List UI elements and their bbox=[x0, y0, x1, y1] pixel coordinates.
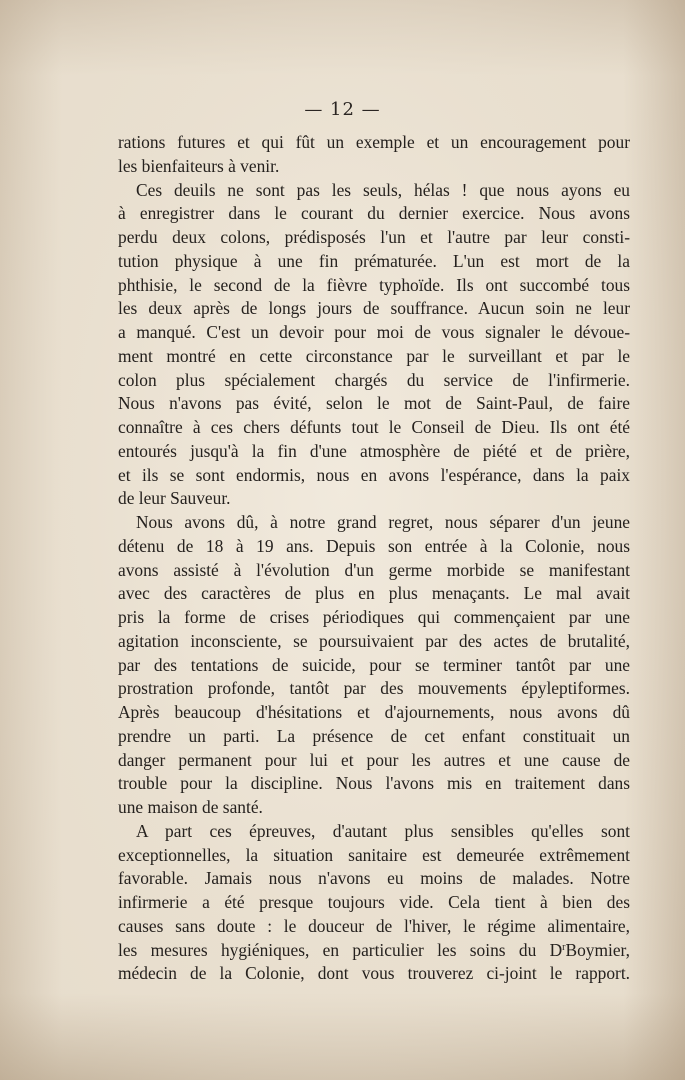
text-line: de leur Sauveur. bbox=[118, 488, 231, 509]
text-line: médecin de la Colonie, dont vous trouverez ci-joint le rapport. bbox=[118, 963, 630, 984]
text-line: entourés jusqu'à la fin d'une atmosphère de piété et de prière, bbox=[118, 440, 630, 461]
text-line: exceptionnelles, la situation sanitaire est demeurée extrêmement bbox=[118, 844, 630, 865]
text-line: perdu deux colons, prédisposés l'un et l'autre par leur consti- bbox=[118, 227, 630, 247]
text-line: à enregistrer dans le courant du dernier exercice. Nous avons bbox=[118, 203, 630, 224]
text-line: causes sans doute : le douceur de l'hiver, le régime alimentaire, bbox=[118, 915, 630, 936]
text-line: trouble pour la discipline. Nous l'avons mis en traitement dans bbox=[118, 773, 630, 794]
text-line: les bienfaiteurs à venir. bbox=[118, 155, 280, 176]
text-line: les deux après de longs jours de souffrance. Aucun soin ne leur bbox=[118, 298, 630, 319]
text-line: favorable. Jamais nous n'avons eu moins de malades. Notre bbox=[118, 868, 630, 889]
paragraph bbox=[118, 131, 630, 179]
text-line: tution physique à une fin prématurée. L'un est mort de la bbox=[118, 250, 630, 271]
text-segment: Boymier, bbox=[565, 939, 630, 960]
text-line: et ils se sont endormis, nous en avons l'espérance, dans la paix bbox=[118, 464, 630, 485]
text-line: ment montré en cette circonstance par le surveillant et par le bbox=[118, 345, 630, 366]
text-line: phthisie, le second de la fièvre typhoïde. Ils ont succombé tous bbox=[118, 274, 630, 295]
text-line: connaître à ces chers défunts tout le Conseil de Dieu. Ils ont été bbox=[118, 417, 630, 437]
text-line: rations futures et qui fût un exemple et un encouragement pour bbox=[118, 132, 630, 152]
superscript-r: r bbox=[562, 941, 566, 953]
text-line: danger permanent pour lui et pour les autres et une cause de bbox=[118, 749, 630, 770]
text-line: détenu de 18 à 19 ans. Depuis son entrée à la Colonie, nous bbox=[118, 535, 630, 556]
text-line: agitation inconsciente, se poursuivaient par des actes de brutalité, bbox=[118, 630, 630, 651]
text-line: infirmerie a été presque toujours vide. Cela tient à bien des bbox=[118, 892, 630, 912]
paragraph bbox=[118, 179, 630, 512]
text-line: prostration profonde, tantôt par des mouvements épyleptiformes. bbox=[118, 678, 630, 699]
text-line-with-superscript bbox=[118, 939, 630, 963]
text-line: une maison de santé. bbox=[118, 797, 263, 817]
text-line: avons assisté à l'évolution d'un germe morbide se manifestant bbox=[118, 559, 630, 580]
text-line: a manqué. C'est un devoir pour moi de vous signaler le dévoue- bbox=[118, 322, 630, 342]
text-line: avec des caractères de plus en plus menaçants. Le mal avait bbox=[118, 583, 630, 604]
body-text bbox=[118, 131, 630, 986]
page-number: — 12 — bbox=[304, 99, 381, 120]
text-segment: les mesures hygiéniques, en particulier les soins du D bbox=[118, 939, 563, 960]
text-line: Après beaucoup d'hésitations et d'ajournements, nous avons dû bbox=[118, 702, 630, 722]
text-line: par des tentations de suicide, pour se terminer tantôt par une bbox=[118, 654, 630, 675]
text-line: Nous n'avons pas évité, selon le mot de Saint-Paul, de faire bbox=[118, 393, 630, 414]
text-line: colon plus spécialement chargés du service de l'infirmerie. bbox=[118, 369, 630, 390]
text-line: Nous avons dû, à notre grand regret, nous séparer d'un jeune bbox=[136, 512, 630, 532]
text-line: pris la forme de crises périodiques qui commençaient par une bbox=[118, 607, 630, 627]
text-line: prendre un parti. La présence de cet enfant constituait un bbox=[118, 725, 630, 746]
paragraph bbox=[118, 820, 630, 986]
paragraph bbox=[118, 511, 630, 820]
text-line: Ces deuils ne sont pas les seuls, hélas ! que nous ayons eu bbox=[136, 179, 630, 200]
text-line: A part ces épreuves, d'autant plus sensibles qu'elles sont bbox=[136, 820, 630, 841]
